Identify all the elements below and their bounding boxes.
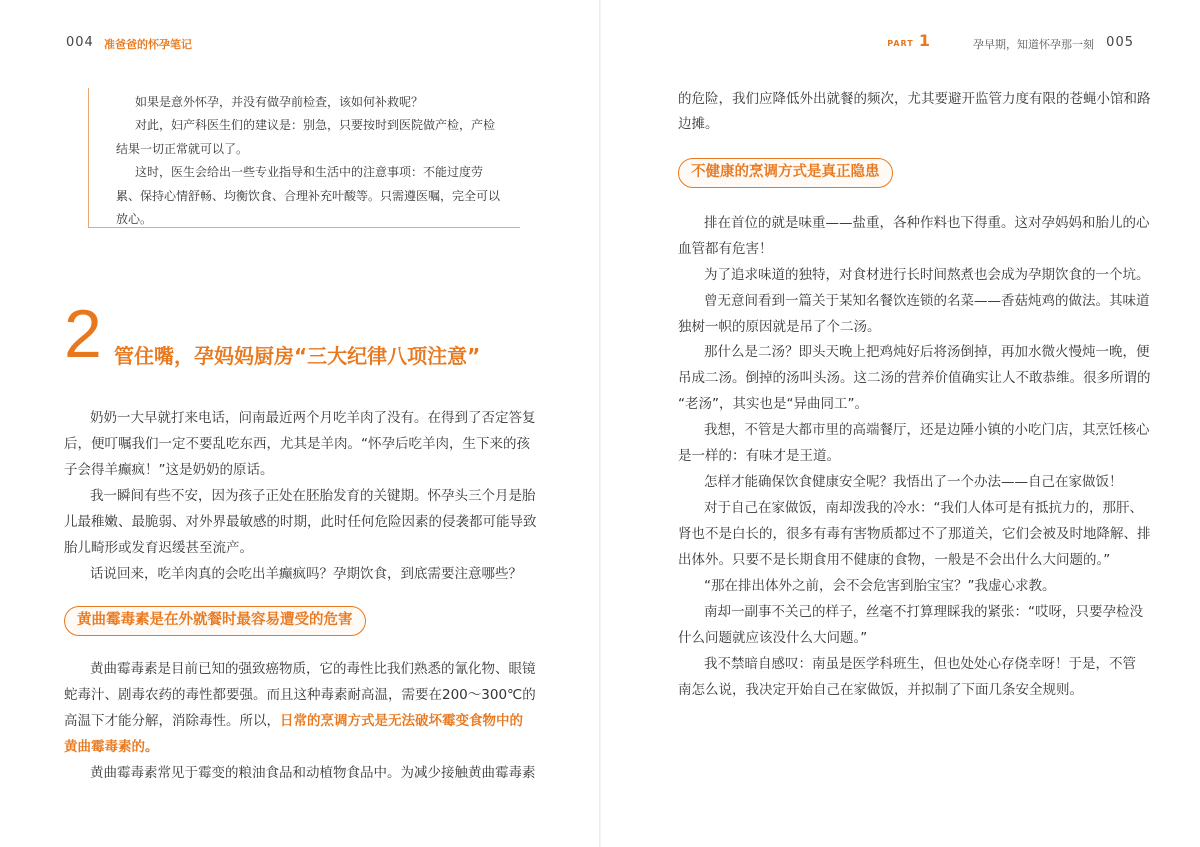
note-line: 如果是意外怀孕，并没有做孕前检查，该如何补救呢？ <box>135 95 424 109</box>
part-number: 1 <box>918 31 930 50</box>
running-head-right: 孕早期，知道怀孕那一刻 <box>973 38 1094 51</box>
body-line: 是一样的：有味才是王道。 <box>678 448 840 464</box>
body-line: 为了追求味道的独特，对食材进行长时间熬煮也会成为孕期饮食的一个坑。 <box>704 267 1150 283</box>
note-line: 这时，医生会给出一些专业指导和生活中的注意事项：不能过度劳 <box>135 165 484 179</box>
note-line: 对此，妇产科医生们的建议是：别急，只要按时到医院做产检，产检 <box>135 118 496 132</box>
body-line: 吊成二汤。倒掉的汤叫头汤。这二汤的营养价值确实让人不敢恭维。很多所谓的 <box>678 370 1151 386</box>
body-line: 南怎么说，我决定开始自己在家做饭，并拟制了下面几条安全规则。 <box>678 682 1083 698</box>
sub-heading-aflatoxin: 黄曲霉毒素是在外就餐时最容易遭受的危害 <box>64 606 366 636</box>
note-line: 结果一切正常就可以了。 <box>116 142 249 156</box>
part-label: PART <box>887 39 914 48</box>
section-title: 管住嘴，孕妈妈厨房“三大纪律八项注意” <box>114 344 481 368</box>
body-line: 我一瞬间有些不安，因为孩子正处在胚胎发育的关键期。怀孕头三个月是胎 <box>90 488 536 504</box>
highlight-text: 黄曲霉毒素的。 <box>64 739 159 755</box>
body-line: 什么问题就应该没什么大问题。” <box>678 630 868 646</box>
body-line: 曾无意间看到一篇关于某知名餐饮连锁的名菜——香菇炖鸡的做法。其味道 <box>704 293 1150 309</box>
note-line: 累、保持心情舒畅、均衡饮食、合理补充叶酸等。只需遵医嘱，完全可以 <box>116 189 501 203</box>
body-line: 胎儿畸形或发育迟缓甚至流产。 <box>64 540 253 556</box>
body-line: 的危险，我们应降低外出就餐的频次，尤其要避开监管力度有限的苍蝇小馆和路 <box>678 91 1151 107</box>
body-line: 奶奶一大早就打来电话，问南最近两个月吃羊肉了没有。在得到了否定答复 <box>90 410 536 426</box>
body-line: 儿最稚嫩、最脆弱、对外界最敏感的时期，此时任何危险因素的侵袭都可能导致 <box>64 514 537 530</box>
body-line: 我想，不管是大都市里的高端餐厅，还是边陲小镇的小吃门店，其烹饪核心 <box>704 422 1150 438</box>
body-line: 黄曲霉毒素是目前已知的强致癌物质，它的毒性比我们熟悉的氰化物、眼镜 <box>90 661 536 677</box>
body-line: 话说回来，吃羊肉真的会吃出羊癫疯吗？孕期饮食，到底需要注意哪些？ <box>90 566 522 582</box>
note-box <box>88 88 520 228</box>
body-line: 排在首位的就是味重——盐重，各种作料也下得重。这对孕妈妈和胎儿的心 <box>704 215 1150 231</box>
running-head-left: 准爸爸的怀孕笔记 <box>104 38 192 51</box>
body-line: 后，便叮嘱我们一定不要乱吃东西，尤其是羊肉。“怀孕后吃羊肉，生下来的孩 <box>64 436 530 452</box>
body-line: 我不禁暗自感叹：南虽是医学科班生，但也处处心存侥幸呀！于是，不管 <box>704 656 1136 672</box>
body-line: 南却一副事不关己的样子，丝毫不打算理睬我的紧张：“哎呀，只要孕检没 <box>704 604 1143 620</box>
part-marker <box>887 31 930 50</box>
body-line: 怎样才能确保饮食健康安全呢？我悟出了一个办法——自己在家做饭！ <box>704 474 1123 490</box>
body-line: 独树一帜的原因就是吊了个二汤。 <box>678 319 881 335</box>
page-number-right: 005 <box>1106 35 1134 50</box>
body-line: “那在排出体外之前，会不会危害到胎宝宝？”我虚心求教。 <box>704 578 1056 594</box>
body-line: 黄曲霉毒素常见于霉变的粮油食品和动植物食品中。为减少接触黄曲霉毒素 <box>90 765 536 781</box>
body-line: “老汤”，其实也是“异曲同工”。 <box>678 396 868 412</box>
body-line: 边摊。 <box>678 116 719 132</box>
body-line: 肾也不是白长的，很多有毒有害物质都过不了那道关，它们会被及时地降解、排 <box>678 526 1151 542</box>
highlight-text: 日常的烹调方式是无法破坏霉变食物中的 <box>280 713 523 729</box>
body-text: 高温下才能分解，消除毒性。所以， <box>64 713 280 729</box>
body-line: 蛇毒汁、剧毒农药的毒性都要强。而且这种毒素耐高温，需要在200～300℃的 <box>64 687 536 703</box>
body-line: 血管都有危害！ <box>678 241 773 257</box>
body-line <box>64 715 523 729</box>
right-page <box>600 0 1200 847</box>
section-number: 2 <box>64 296 102 372</box>
body-line: 对于自己在家做饭，南却泼我的冷水：“我们人体可是有抵抗力的，那肝、 <box>704 500 1143 516</box>
note-line: 放心。 <box>116 212 153 226</box>
body-line: 那什么是二汤？即头天晚上把鸡炖好后将汤倒掉，再加水微火慢炖一晚，便 <box>704 344 1150 360</box>
body-line: 出体外。只要不是长期食用不健康的食物，一般是不会出什么大问题的。” <box>678 552 1111 568</box>
body-line: 子会得羊癫疯！”这是奶奶的原话。 <box>64 462 274 478</box>
sub-heading-cooking: 不健康的烹调方式是真正隐患 <box>678 158 893 188</box>
page-number-left: 004 <box>66 35 94 50</box>
